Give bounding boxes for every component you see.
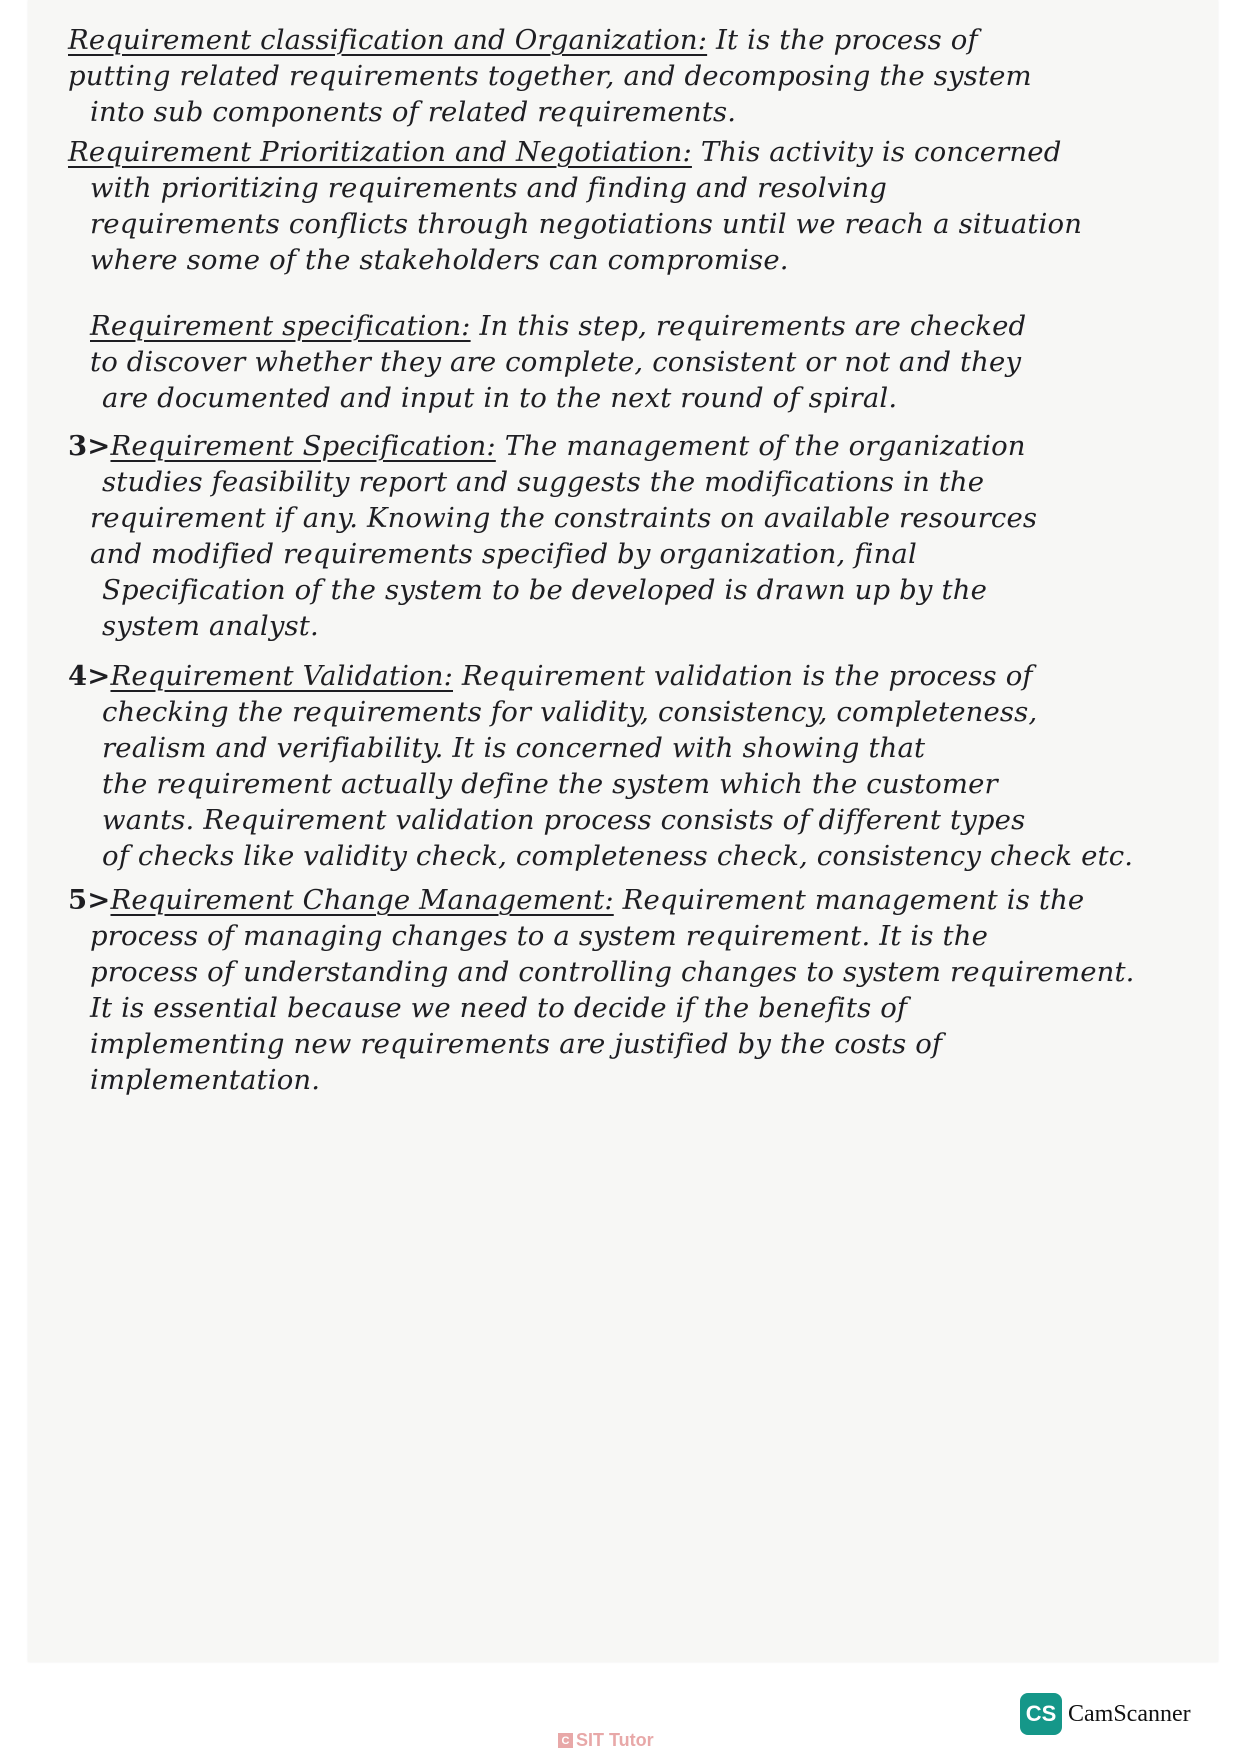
- note-line: where some of the stakeholders can compromise.: [90, 244, 789, 276]
- section-requirement-validation: [68, 658, 1178, 874]
- camscanner-label: CamScanner: [1068, 1700, 1191, 1727]
- note-line: [68, 658, 1178, 694]
- note-line: [68, 308, 1178, 344]
- section-heading: Requirement Change Management:: [110, 884, 614, 916]
- section-heading: Requirement Validation:: [110, 660, 453, 692]
- csit-tutor-watermark: [558, 1730, 654, 1751]
- section-number: 5>: [68, 884, 111, 916]
- section-requirement-specification: [68, 428, 1178, 644]
- section-change-management: [68, 882, 1178, 1098]
- line-text: Requirement validation is the process of: [453, 660, 1033, 692]
- line-text: This activity is concerned: [691, 136, 1062, 168]
- note-line: implementation.: [90, 1064, 321, 1096]
- note-line: realism and verifiability. It is concerned with showing that: [102, 732, 926, 764]
- note-line: requirements conflicts through negotiations until we reach a situation: [90, 208, 1083, 240]
- note-line: implementing new requirements are justified by the costs of: [90, 1028, 943, 1060]
- line-text: In this step, requirements are checked: [470, 310, 1027, 342]
- note-line: process of managing changes to a system requirement. It is the: [90, 920, 988, 952]
- note-line: [68, 428, 1178, 464]
- section-heading: Requirement Prioritization and Negotiation:: [68, 136, 692, 168]
- line-text: Requirement management is the: [613, 884, 1085, 916]
- note-line: [68, 882, 1178, 918]
- watermark-label: SIT Tutor: [576, 1730, 654, 1750]
- section-heading: Requirement classification and Organization:: [68, 24, 708, 56]
- note-line: are documented and input in to the next round of spiral.: [102, 382, 898, 414]
- note-line: checking the requirements for validity, consistency, completeness,: [102, 696, 1038, 728]
- line-text: The management of the organization: [495, 430, 1026, 462]
- note-line: [68, 22, 1178, 58]
- section-prioritization: [68, 134, 1178, 278]
- line-text: It is the process of: [707, 24, 978, 56]
- note-line: with prioritizing requirements and finding and resolving: [90, 172, 887, 204]
- note-line: putting related requirements together, and decomposing the system: [68, 60, 1032, 92]
- section-classification: [68, 22, 1178, 130]
- note-line: Specification of the system to be developed is drawn up by the: [102, 574, 987, 606]
- note-line: the requirement actually define the system which the customer: [102, 768, 998, 800]
- note-line: into sub components of related requirements.: [90, 96, 737, 128]
- note-line: wants. Requirement validation process consists of different types: [102, 804, 1026, 836]
- section-number: 4>: [68, 660, 111, 692]
- note-line: and modified requirements specified by organization, final: [90, 538, 917, 570]
- watermark-logo-icon: C: [558, 1733, 573, 1748]
- note-line: It is essential because we need to decide if the benefits of: [90, 992, 908, 1024]
- section-heading: Requirement specification:: [90, 310, 471, 342]
- section-heading: Requirement Specification:: [110, 430, 496, 462]
- note-line: studies feasibility report and suggests the modifications in the: [102, 466, 985, 498]
- camscanner-badge: [1020, 1693, 1191, 1735]
- handwritten-notes: [68, 22, 1178, 1098]
- camscanner-logo-icon: CS: [1020, 1693, 1062, 1735]
- section-number: 3>: [68, 430, 111, 462]
- note-line: process of understanding and controlling changes to system requirement.: [90, 956, 1135, 988]
- section-specification-spiral: [68, 308, 1178, 416]
- note-line: requirement if any. Knowing the constraints on available resources: [90, 502, 1038, 534]
- note-line: to discover whether they are complete, consistent or not and they: [90, 346, 1022, 378]
- note-line: [68, 134, 1178, 170]
- note-line: of checks like validity check, completeness check, consistency check etc.: [102, 840, 1134, 872]
- note-line: system analyst.: [102, 610, 319, 642]
